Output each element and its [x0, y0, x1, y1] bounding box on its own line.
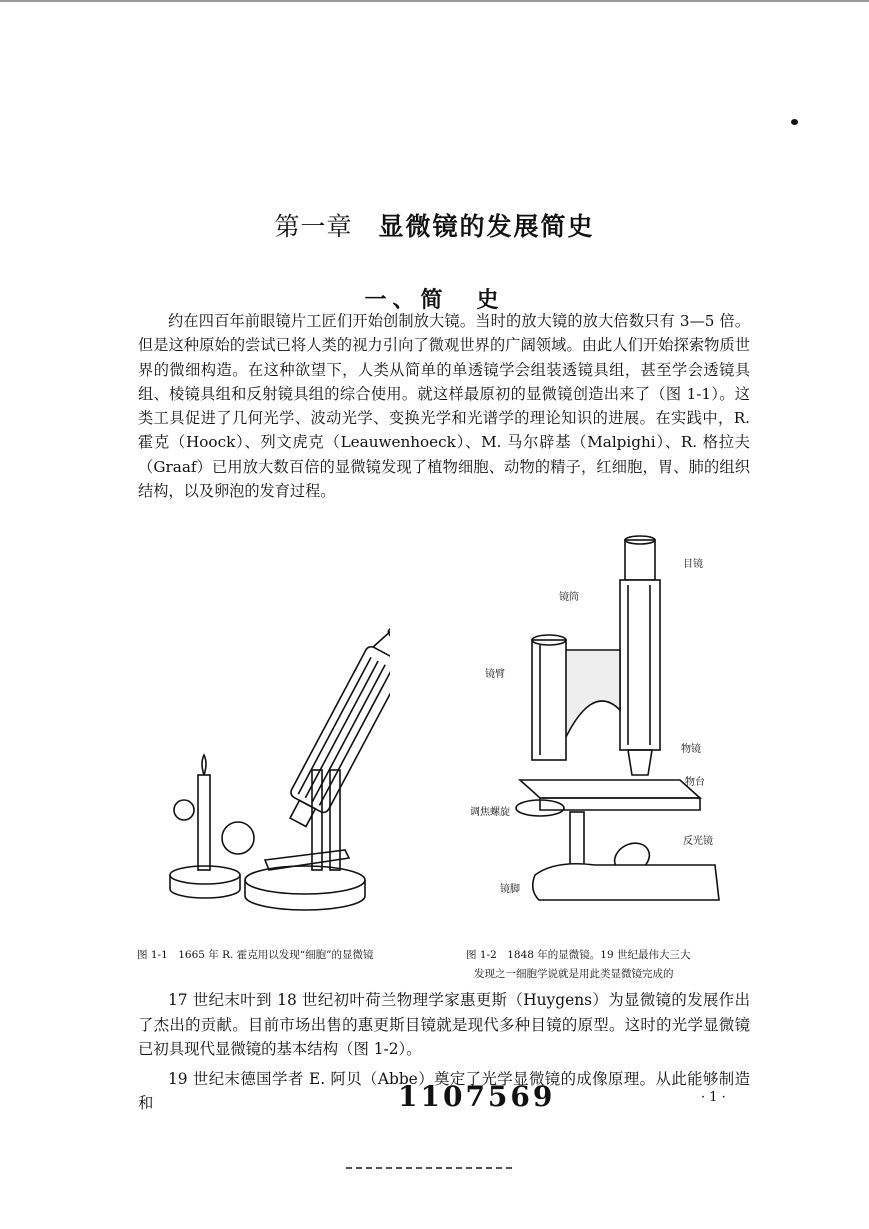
label-arm: 镜臂	[485, 669, 505, 680]
page-number: · 1 ·	[701, 1090, 726, 1105]
book-serial-number: 1107569	[398, 1080, 556, 1113]
chapter-title	[0, 207, 869, 243]
paragraph-3: 19 世纪末德国学者 E. 阿贝（Abbe）奠定了光学显微镜的成像原理。从此能够制造和	[138, 1070, 750, 1112]
paragraph-2: 17 世纪末叶到 18 世纪初叶荷兰物理学家惠更斯（Huygens）为显微镜的发展作出了杰出的贡献。目前市场出售的惠更斯目镜就是现代多种目镜的原型。这时的光学显微镜已初具现代显微镜的基本结构（图 1-2）。	[138, 991, 750, 1058]
paragraph-1: 约在四百年前眼镜片工匠们开始创制放大镜。当时的放大镜的放大倍数只有 3—5 倍。但是这种原始的尝试已将人类的视力引向了微观世界的广阔领域。由此人们开始探索物质世界的微细构造。在这种欲望下，人类从简单的单透镜学会组装透镜具组，甚至学会透镜具组、棱镜具组和反射镜具组的综合使用。就这样最原初的显微镜创造出来了（图 1-1）。这类工具促进了几何光学、波动光学、变换光学和光谱学的理论知识的进展。在实践中，R. 霍克（Hoock）、列文虎克（Leauwenhoeck）、M. 马尔辟基（Malpighi）、R. 格拉夫（Graaf）已用放大数百倍的显微镜发现了植物细胞、动物的精子，红细胞，胃、肺的组织结构，以及卵泡的发育过程。	[138, 312, 750, 501]
label-tube: 镜筒	[559, 592, 579, 603]
page-top-border	[0, 0, 869, 2]
figure-1-2-microscope-1848	[470, 530, 730, 930]
figure-1-1-caption: 图 1-1 1665 年 R. 霍克用以发现“细胞”的显微镜	[137, 949, 374, 961]
figure-1-1-hooke-microscope	[160, 610, 390, 925]
label-objective: 物镜	[681, 744, 701, 755]
label-eyepiece: 目镜	[683, 559, 703, 570]
label-focus-knob: 调焦螺旋	[470, 807, 510, 818]
scan-artifact	[346, 1167, 516, 1169]
scan-speck	[791, 119, 798, 125]
figure-1-2-caption-line1: 图 1-2 1848 年的显微镜。19 世纪最伟大三大	[466, 949, 691, 961]
label-stage: 物台	[685, 777, 705, 788]
label-base: 镜脚	[500, 884, 520, 895]
figure-1-2-caption	[466, 946, 756, 984]
chapter-number: 第一章	[274, 211, 353, 241]
label-mirror: 反光镜	[683, 836, 713, 847]
figure-1-2-caption-line2: 发现之一细胞学说就是用此类显微镜完成的	[474, 968, 674, 980]
section-title: 一、简 史	[364, 287, 505, 314]
chapter-name: 显微镜的发展简史	[378, 211, 595, 241]
